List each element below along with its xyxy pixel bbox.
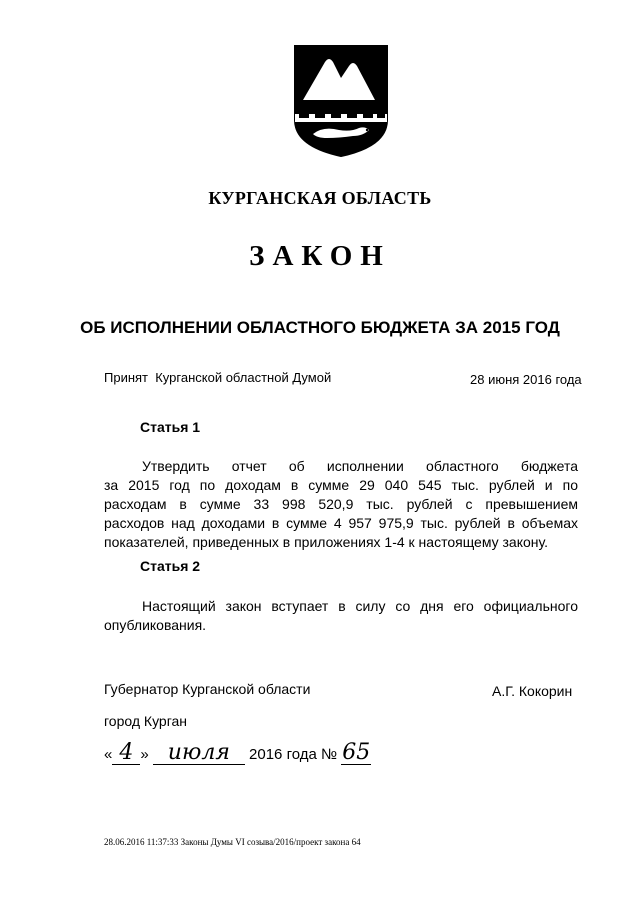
adoption-statement: Принят Курганской областной Думой (104, 370, 332, 385)
document-type-heading: ЗАКОН (249, 240, 391, 272)
article-1-line-4: расходов над доходами в сумме 4 957 975,9 тыс. рублей в объемах (104, 515, 578, 531)
close-quote: » (140, 746, 149, 763)
article-2-text (104, 597, 578, 635)
article-2-heading: Статья 2 (140, 558, 201, 574)
coat-of-arms-emblem (293, 44, 389, 158)
article-1-text (104, 457, 578, 552)
adoption-date: 28 июня 2016 года (470, 372, 582, 387)
law-number: 65 (342, 740, 371, 765)
article-1-line-3: расходам в сумме 33 998 520,9 тыс. рублей с превышением (104, 496, 578, 512)
law-title: ОБ ИСПОЛНЕНИИ ОБЛАСТНОГО БЮДЖЕТА ЗА 2015 ГОД (80, 318, 560, 337)
city-line: город Курган (104, 713, 188, 729)
region-heading: КУРГАНСКАЯ ОБЛАСТЬ (208, 188, 432, 208)
open-quote: « (104, 746, 113, 763)
governor-name: А.Г. Кокорин (492, 683, 573, 699)
document-footer: 28.06.2016 11:37:33 Законы Думы VI созыва/2016/проект закона 64 (104, 837, 361, 847)
article-2-line-1: Настоящий закон вступает в силу со дня его официального (142, 598, 578, 614)
signing-day: 4 (112, 742, 140, 765)
article-1-line-1: Утвердить отчет об исполнении областного бюджета (142, 458, 578, 474)
governor-title: Губернатор Курганской области (104, 681, 311, 697)
article-2-line-2: опубликования. (104, 617, 207, 633)
article-1-heading: Статья 1 (140, 419, 201, 435)
article-1-line-2: за 2015 год по доходам в сумме 29 040 545 тыс. рублей и по (104, 477, 578, 493)
article-1-line-5: показателей, приведенных в приложениях 1-4 к настоящему закону. (104, 534, 549, 550)
signing-year: 2016 года № (249, 746, 338, 763)
signing-date-line (104, 742, 444, 772)
signing-month: июля (153, 742, 245, 765)
